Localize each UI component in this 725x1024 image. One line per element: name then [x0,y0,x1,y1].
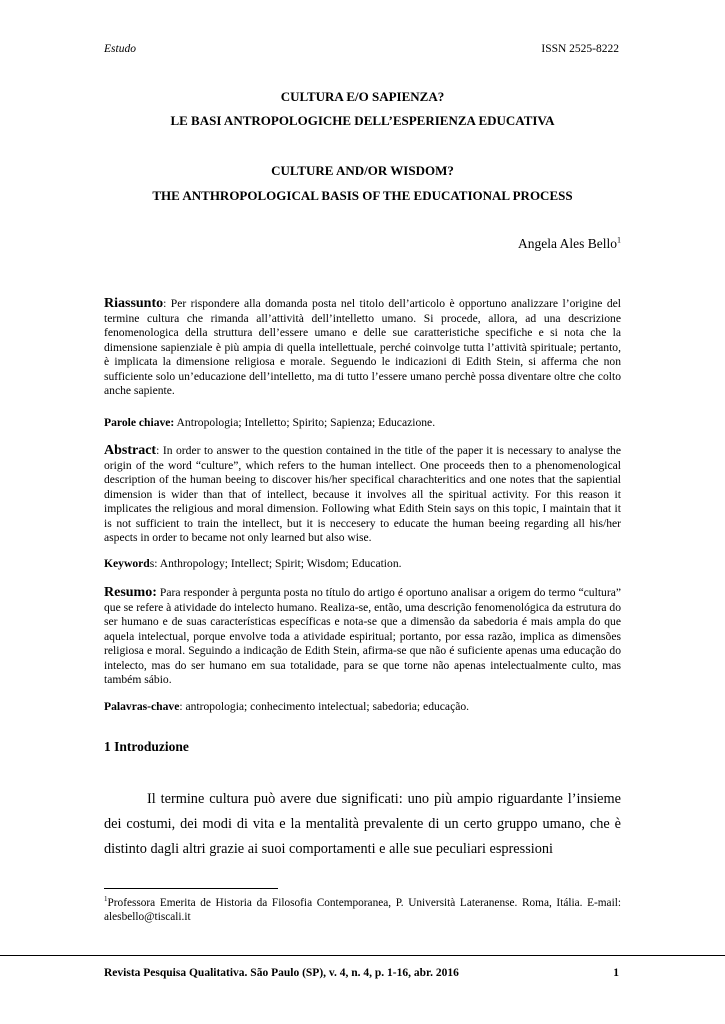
footer-rule [0,955,725,956]
resumo-label: Resumo: [104,585,157,600]
page-number: 1 [613,967,619,979]
title-italian-line2: LE BASI ANTROPOLOGICHE DELL’ESPERIENZA EDUCATIVA [170,113,555,128]
title-english-line1: CULTURE AND/OR WISDOM? [271,163,454,178]
palavras-chave-block [104,700,621,713]
section-heading: 1 Introduzione [104,739,189,754]
resumo-block [104,586,621,688]
parole-chiave-text: Antropologia; Intelletto; Spirito; Sapienza; Educazione. [174,416,436,429]
footnote [104,896,621,924]
running-header-section: Estudo [104,43,136,55]
footnote-reference: 1 [617,235,621,245]
footnote-number: 1 [104,895,108,904]
riassunto-block [104,297,621,399]
footnote-text: Professora Emerita de Historia da Filosofia Contemporanea, P. Università Lateranense. Roma, Itália. E-mail: alesbello@tiscali.it [104,897,621,923]
keywords-text: s: Anthropology; Intellect; Spirit; Wisdom; Education. [149,557,402,570]
palavras-chave-text: : antropologia; conhecimento intelectual; sabedoria; educação. [179,700,470,713]
abstract-label: Abstract [104,443,157,458]
keywords-label: Keyword [104,557,150,570]
keywords-block [104,557,621,570]
title-english-line2: THE ANTHROPOLOGICAL BASIS OF THE EDUCATIONAL PROCESS [152,188,573,203]
resumo-text: Para responder à pergunta posta no título do artigo é oportuno analisar a origem do termo “cultura” que se refere à atividade do intelecto humano. Realiza-se, então, uma descrição fenomenológica da estrutura do ser humano e de suas características específicas e nota-se que a dimensão da sabedoria é mais ampla do que aquela intelectual, porque envolve toda a atividade espiritual; portanto, por essa razão, implica as dimensões religiosa e moral. Seguindo a indicação de Edith Stein, afirma-se que não é suficiente apenas uma educação do intelecto, mas do ser humano em sua totalidade, para se que torne não apenas intelectualmente culto, mas também sábio. [104,586,621,686]
author-name-text: Angela Ales Bello [518,236,617,251]
author-name [518,236,621,252]
title-italian-line1: CULTURA E/O SAPIENZA? [280,89,445,104]
footnote-separator [104,888,278,889]
riassunto-label: Riassunto [104,296,164,311]
intro-paragraph: Il termine cultura può avere due significati: uno più ampio riguardante l’insieme dei costumi, dei modi di vita e la mentalità prevalente di un certo gruppo umano, che è distinto dagli altri grazie ai suoi comportamenti e alle sue peculiari espressioni [104,791,621,857]
footer-citation: Revista Pesquisa Qualitativa. São Paulo (SP), v. 4, n. 4, p. 1-16, abr. 2016 [104,967,459,979]
parole-chiave-label: Parole chiave: [104,416,175,429]
palavras-chave-label: Palavras-chave [104,700,180,713]
abstract-text: : In order to answer to the question contained in the title of the paper it is necessary to analyse the origin of the word “culture”, which refers to the human intellect. One proceeds then to a phenomenological description of the human beeing to discover his/her specifical charachteritics and one notes that the sapiential dimension is wider than that of intellect, because it involves all the spiritual activity. For this reason it implicates the religious and moral dimension. Following what Edith Stein says on this topic, I maintain that it is not sufficient to train the intellect, but it is neccesery to educate the human beeing regarding all his/her aspects in order to became not only learned but also wise. [104,444,621,544]
riassunto-text: : Per rispondere alla domanda posta nel titolo dell’articolo è opportuno analizzare l’origine del termine cultura che rimanda all’attività dell’intelletto umano. Si procede, allora, ad una descrizione fenomenologica della struttura dell’essere umano e delle sue caratteristiche specifiche e si nota che la dimensione sapienziale è più ampia di quella intellettuale, perché coinvolge tutta l’attività spirituale; pertanto, è implicata la dimensione religiosa e morale. Seguendo le indicazioni di Edith Stein, si afferma che non sufficiente solo un’educazione dell’intelletto, ma di tutto l’essere umano perchè possa diventare oltre che colto anche sapiente. [104,297,621,397]
running-header-issn: ISSN 2525-8222 [541,43,619,55]
abstract-block [104,444,621,546]
parole-chiave-block [104,416,621,429]
